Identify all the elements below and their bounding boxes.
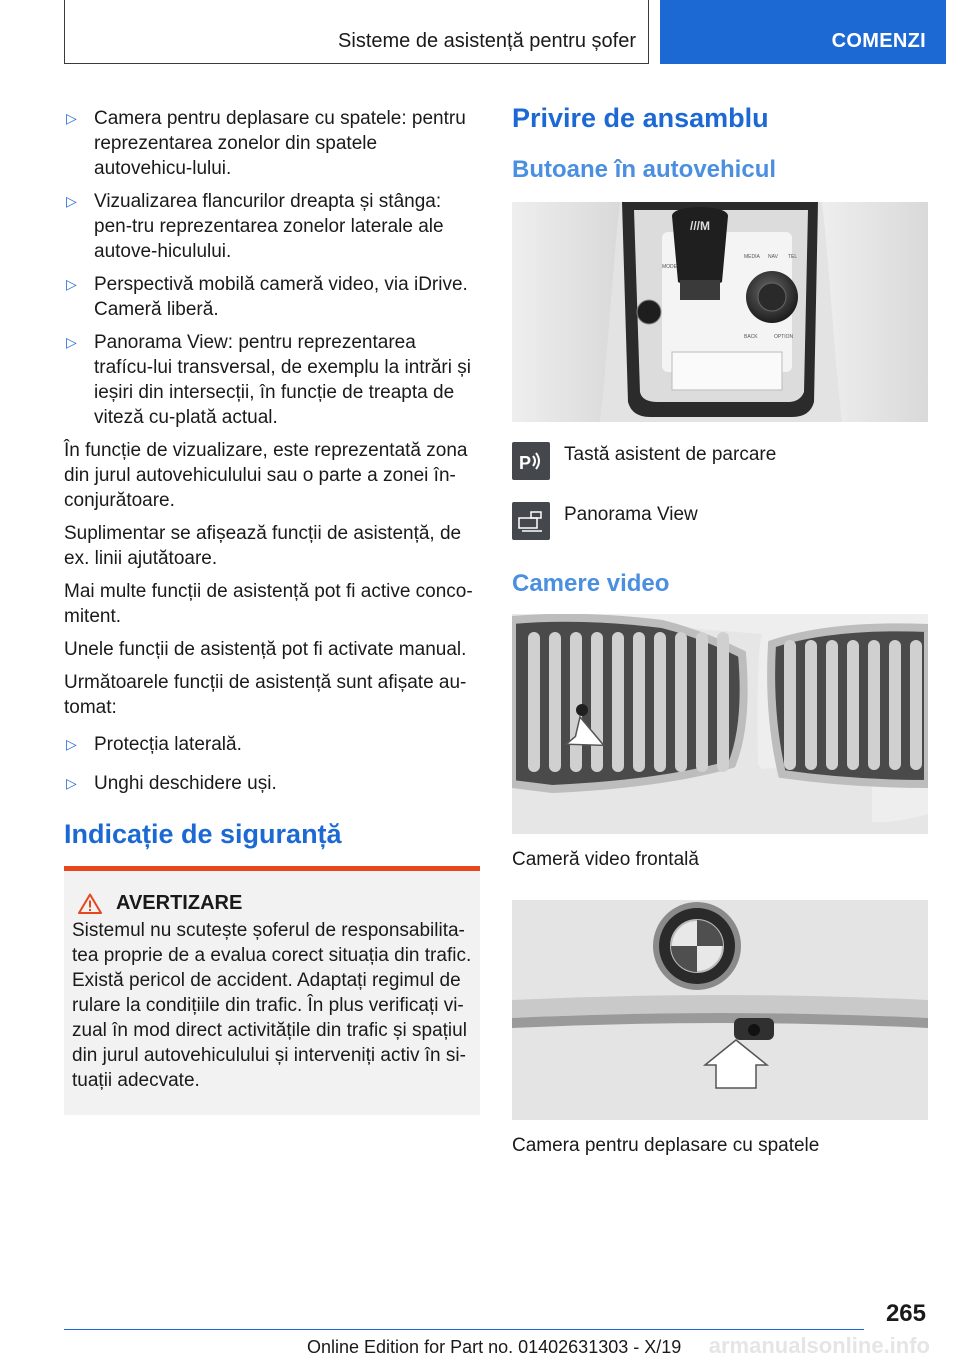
controller-label-nav: NAV — [768, 254, 778, 260]
controller-label-option: OPTION — [774, 334, 794, 340]
header-chapter-label: COMENZI — [831, 30, 926, 52]
list-item: ▷ Panorama View: pentru reprezentarea trafícu-lui transversal, de exemplu la intrări și ieșiri din intersecții, în funcție de treapta de viteză cu-plată actual. — [66, 332, 471, 428]
grille-slat — [847, 640, 859, 770]
front-camera-figure — [512, 614, 928, 834]
controller-label-back: BACK — [744, 334, 758, 340]
grille-slat — [717, 632, 729, 772]
triangle-bullet-icon: ▷ — [66, 276, 77, 292]
front-camera-illustration — [512, 614, 928, 834]
bullet-list-views — [64, 106, 480, 430]
button-legend-parking — [512, 442, 928, 480]
paragraph: Suplimentar se afișează funcții de asistență, de ex. linii ajutătoare. — [64, 523, 462, 569]
triangle-bullet-icon: ▷ — [66, 193, 77, 209]
center-console-figure — [512, 202, 928, 422]
warning-title: AVERTIZARE — [116, 892, 243, 914]
button-label-panorama: Panorama View — [564, 504, 698, 525]
grille-slat — [591, 632, 603, 772]
front-camera-caption: Cameră video frontală — [512, 849, 699, 870]
controller-label-tel: TEL — [788, 254, 798, 260]
grille-slat — [696, 632, 708, 772]
grille-slat — [910, 640, 922, 770]
bmw-logo — [653, 902, 741, 990]
grille-slat — [570, 632, 582, 772]
grille-slat — [633, 632, 645, 772]
buttons-heading: Butoane în autovehicul — [512, 156, 777, 183]
svg-text:P: P — [519, 453, 532, 473]
triangle-bullet-icon: ▷ — [66, 334, 77, 350]
warning-box — [64, 871, 480, 1115]
list-item: ▷ Unghi deschidere uși. — [66, 773, 277, 794]
parking-assist-icon — [512, 442, 550, 480]
rear-camera-caption: Camera pentru deplasare cu spatele — [512, 1135, 820, 1156]
triangle-bullet-icon: ▷ — [66, 775, 77, 791]
button-label-parking: Tastă asistent de parcare — [564, 444, 777, 465]
header-chapter-tab[interactable] — [660, 0, 946, 64]
left-column — [64, 106, 480, 1115]
paragraph: În funcție de vizualizare, este reprezentată zona din jurul autovehiculului sau o parte a zonei în-conjurătoare. — [64, 440, 468, 511]
warning-triangle-icon — [78, 893, 102, 914]
footer-watermark: armanualsonline.info — [708, 1333, 930, 1358]
grille-slat — [549, 632, 561, 772]
list-item: ▷ Vizualizarea flancurilor dreapta și stânga: pen-tru reprezentarea zonelor laterale ale autove-hiculului. — [66, 191, 444, 262]
grille-slat — [784, 640, 796, 770]
list-item: ▷ Camera pentru deplasare cu spatele: pentru reprezentarea zonelor din spatele autovehicu-lului. — [66, 108, 466, 179]
svg-text:///M: ///M — [690, 219, 710, 233]
list-item: ▷ Protecția laterală. — [66, 734, 242, 755]
rear-camera-figure — [512, 900, 928, 1120]
paragraph: Unele funcții de asistență pot fi activate manual. — [64, 639, 467, 660]
safety-heading: Indicație de siguranță — [64, 819, 342, 849]
list-item: ▷ Perspectivă mobilă cameră video, via iDrive. Cameră liberă. — [66, 274, 468, 320]
rear-camera-illustration — [512, 900, 928, 1120]
overview-heading: Privire de ansamblu — [512, 103, 769, 133]
footer-edition: Online Edition for Part no. 01402631303 - X/19 — [307, 1337, 682, 1357]
controller-label-media: MEDIA — [744, 254, 760, 260]
grille-slat — [868, 640, 880, 770]
grille-slat — [654, 632, 666, 772]
grille-slat — [889, 640, 901, 770]
grille-slat — [826, 640, 838, 770]
paragraph: Următoarele funcții de asistență sunt afișate au-tomat: — [64, 672, 467, 718]
page-number: 265 — [885, 1300, 926, 1327]
grille-slat — [675, 632, 687, 772]
right-column — [512, 100, 928, 1158]
center-console-illustration — [512, 202, 928, 422]
grille-slat — [805, 640, 817, 770]
triangle-bullet-icon: ▷ — [66, 736, 77, 752]
grille-slat — [528, 632, 540, 772]
grille-slat — [612, 632, 624, 772]
triangle-bullet-icon: ▷ — [66, 110, 77, 126]
warning-text: Sistemul nu scutește șoferul de responsabilita-tea proprie de a evalua corect situația din trafic. Există pericol de accident. Adaptați regimul de rulare la condițiile din trafic. În plus verificați vi-zual în mod direct activitățile din trafic și spațiul din jurul autovehiculului și interveniți activ în si-tuații adecvate. — [72, 920, 472, 1091]
cameras-heading: Camere video — [512, 570, 670, 597]
panorama-view-icon — [512, 502, 550, 540]
bullet-list-auto-functions — [64, 732, 480, 796]
button-legend-panorama — [512, 502, 928, 540]
controller-label-mode: MODE — [662, 264, 677, 270]
header-section-box — [64, 0, 649, 64]
footer-rule — [64, 1329, 864, 1330]
header-section-title: Sisteme de asistență pentru șofer — [338, 30, 636, 52]
paragraph: Mai multe funcții de asistență pot fi active conco-mitent. — [64, 581, 473, 627]
